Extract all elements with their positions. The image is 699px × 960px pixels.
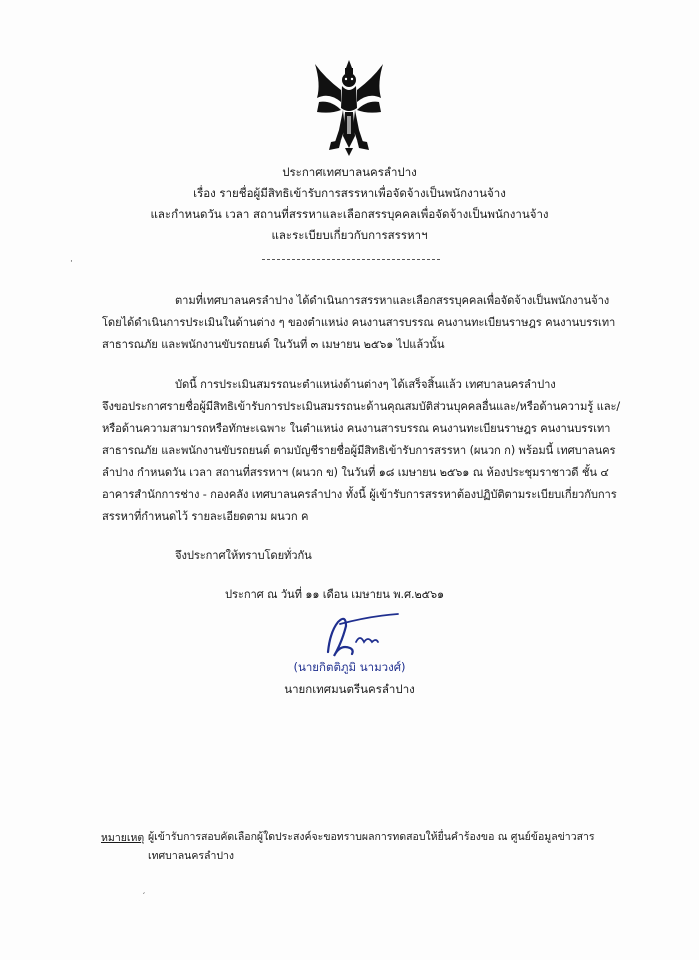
announcement-subject-line-3: และระเบียบเกี่ยวกับการสรรหาฯ — [271, 228, 428, 242]
paragraph-2-line: อาคารสำนักการช่าง - กองคลัง เทศบาลนครลำปาง ทั้งนี้ ผู้เข้ารับการสรรหาต้องปฏิบัติตามระเบียบเกี่ยวกับการ — [102, 488, 617, 501]
handwritten-signature — [320, 612, 402, 660]
paragraph-1-line: ตามที่เทศบาลนครลำปาง ได้ดำเนินการสรรหาและเลือกสรรบุคคลเพื่อจัดจ้างเป็นพนักงานจ้าง — [175, 294, 610, 307]
announcement-subject: เรื่อง รายชื่อผู้มีสิทธิเข้ารับการสรรหาเพื่อจัดจ้างเป็นพนักงานจ้าง — [193, 186, 506, 200]
signatory-name: (นายกิตติภูมิ นามวงศ์) — [293, 660, 406, 674]
scan-speck: ′ — [143, 892, 146, 902]
paragraph-2-line: บัดนี้ การประเมินสมรรถนะตำแหน่งด้านต่างๆ ได้เสร็จสิ้นแล้ว เทศบาลนครลำปาง — [175, 378, 556, 391]
garuda-emblem-icon — [311, 58, 387, 158]
announcement-subject-line-2: และกำหนดวัน เวลา สถานที่สรรหาและเลือกสรรบุคคลเพื่อจัดจ้างเป็นพนักงานจ้าง — [150, 207, 549, 221]
announcement-date: ประกาศ ณ วันที่ ๑๑ เดือน เมษายน พ.ศ.๒๕๖๑ — [225, 588, 445, 601]
paragraph-2-line: สาธารณภัย และพนักงานขับรถยนต์ ตามบัญชีรายชื่อผู้มีสิทธิเข้ารับการสรรหา (ผนวก ก) พร้อมนี้ เทศบาลนคร — [102, 444, 616, 457]
header-divider — [262, 259, 440, 260]
paragraph-1-line: สาธารณภัย และพนักงานขับรถยนต์ ในวันที่ ๓ เมษายน ๒๕๖๑ ไปแล้วนั้น — [102, 338, 445, 351]
signatory-position: นายกเทศมนตรีนครลำปาง — [284, 682, 415, 696]
paragraph-2-line: หรือด้านความสามารถหรือทักษะเฉพาะ ในตำแหน่ง คนงานสารบรรณ คนงานทะเบียนราษฎร คนงานบรรเทา — [102, 422, 611, 435]
note-line: เทศบาลนครลำปาง — [148, 850, 235, 862]
paragraph-2-line: จึงขอประกาศรายชื่อผู้มีสิทธิเข้ารับการประเมินสมรรถนะด้านคุณสมบัติส่วนบุคคลอื่นและ/หรือด้านความรู้ และ/ — [102, 400, 621, 413]
paragraph-2-line: สรรหาที่กำหนดไว้ รายละเอียดตาม ผนวก ค — [102, 510, 309, 523]
note-label: หมายเหตุ — [101, 832, 145, 844]
note-line: ผู้เข้ารับการสอบคัดเลือกผู้ใดประสงค์จะขอทราบผลการทดสอบให้ยื่นคำร้องขอ ณ ศูนย์ข้อมูลข่าวสาร — [148, 831, 595, 843]
scan-speck: · — [70, 257, 73, 267]
announcement-org: ประกาศเทศบาลนครลำปาง — [282, 165, 417, 179]
closing-statement: จึงประกาศให้ทราบโดยทั่วกัน — [175, 549, 312, 562]
paragraph-1-line: โดยได้ดำเนินการประเมินในด้านต่าง ๆ ของตำแหน่ง คนงานสารบรรณ คนงานทะเบียนราษฎร คนงานบรรเทา — [102, 316, 616, 329]
paragraph-2-line: ลำปาง กำหนดวัน เวลา สถานที่สรรหาฯ (ผนวก ข) ในวันที่ ๑๘ เมษายน ๒๕๖๑ ณ ห้องประชุมราชาวดี ชั้น ๔ — [102, 466, 609, 479]
